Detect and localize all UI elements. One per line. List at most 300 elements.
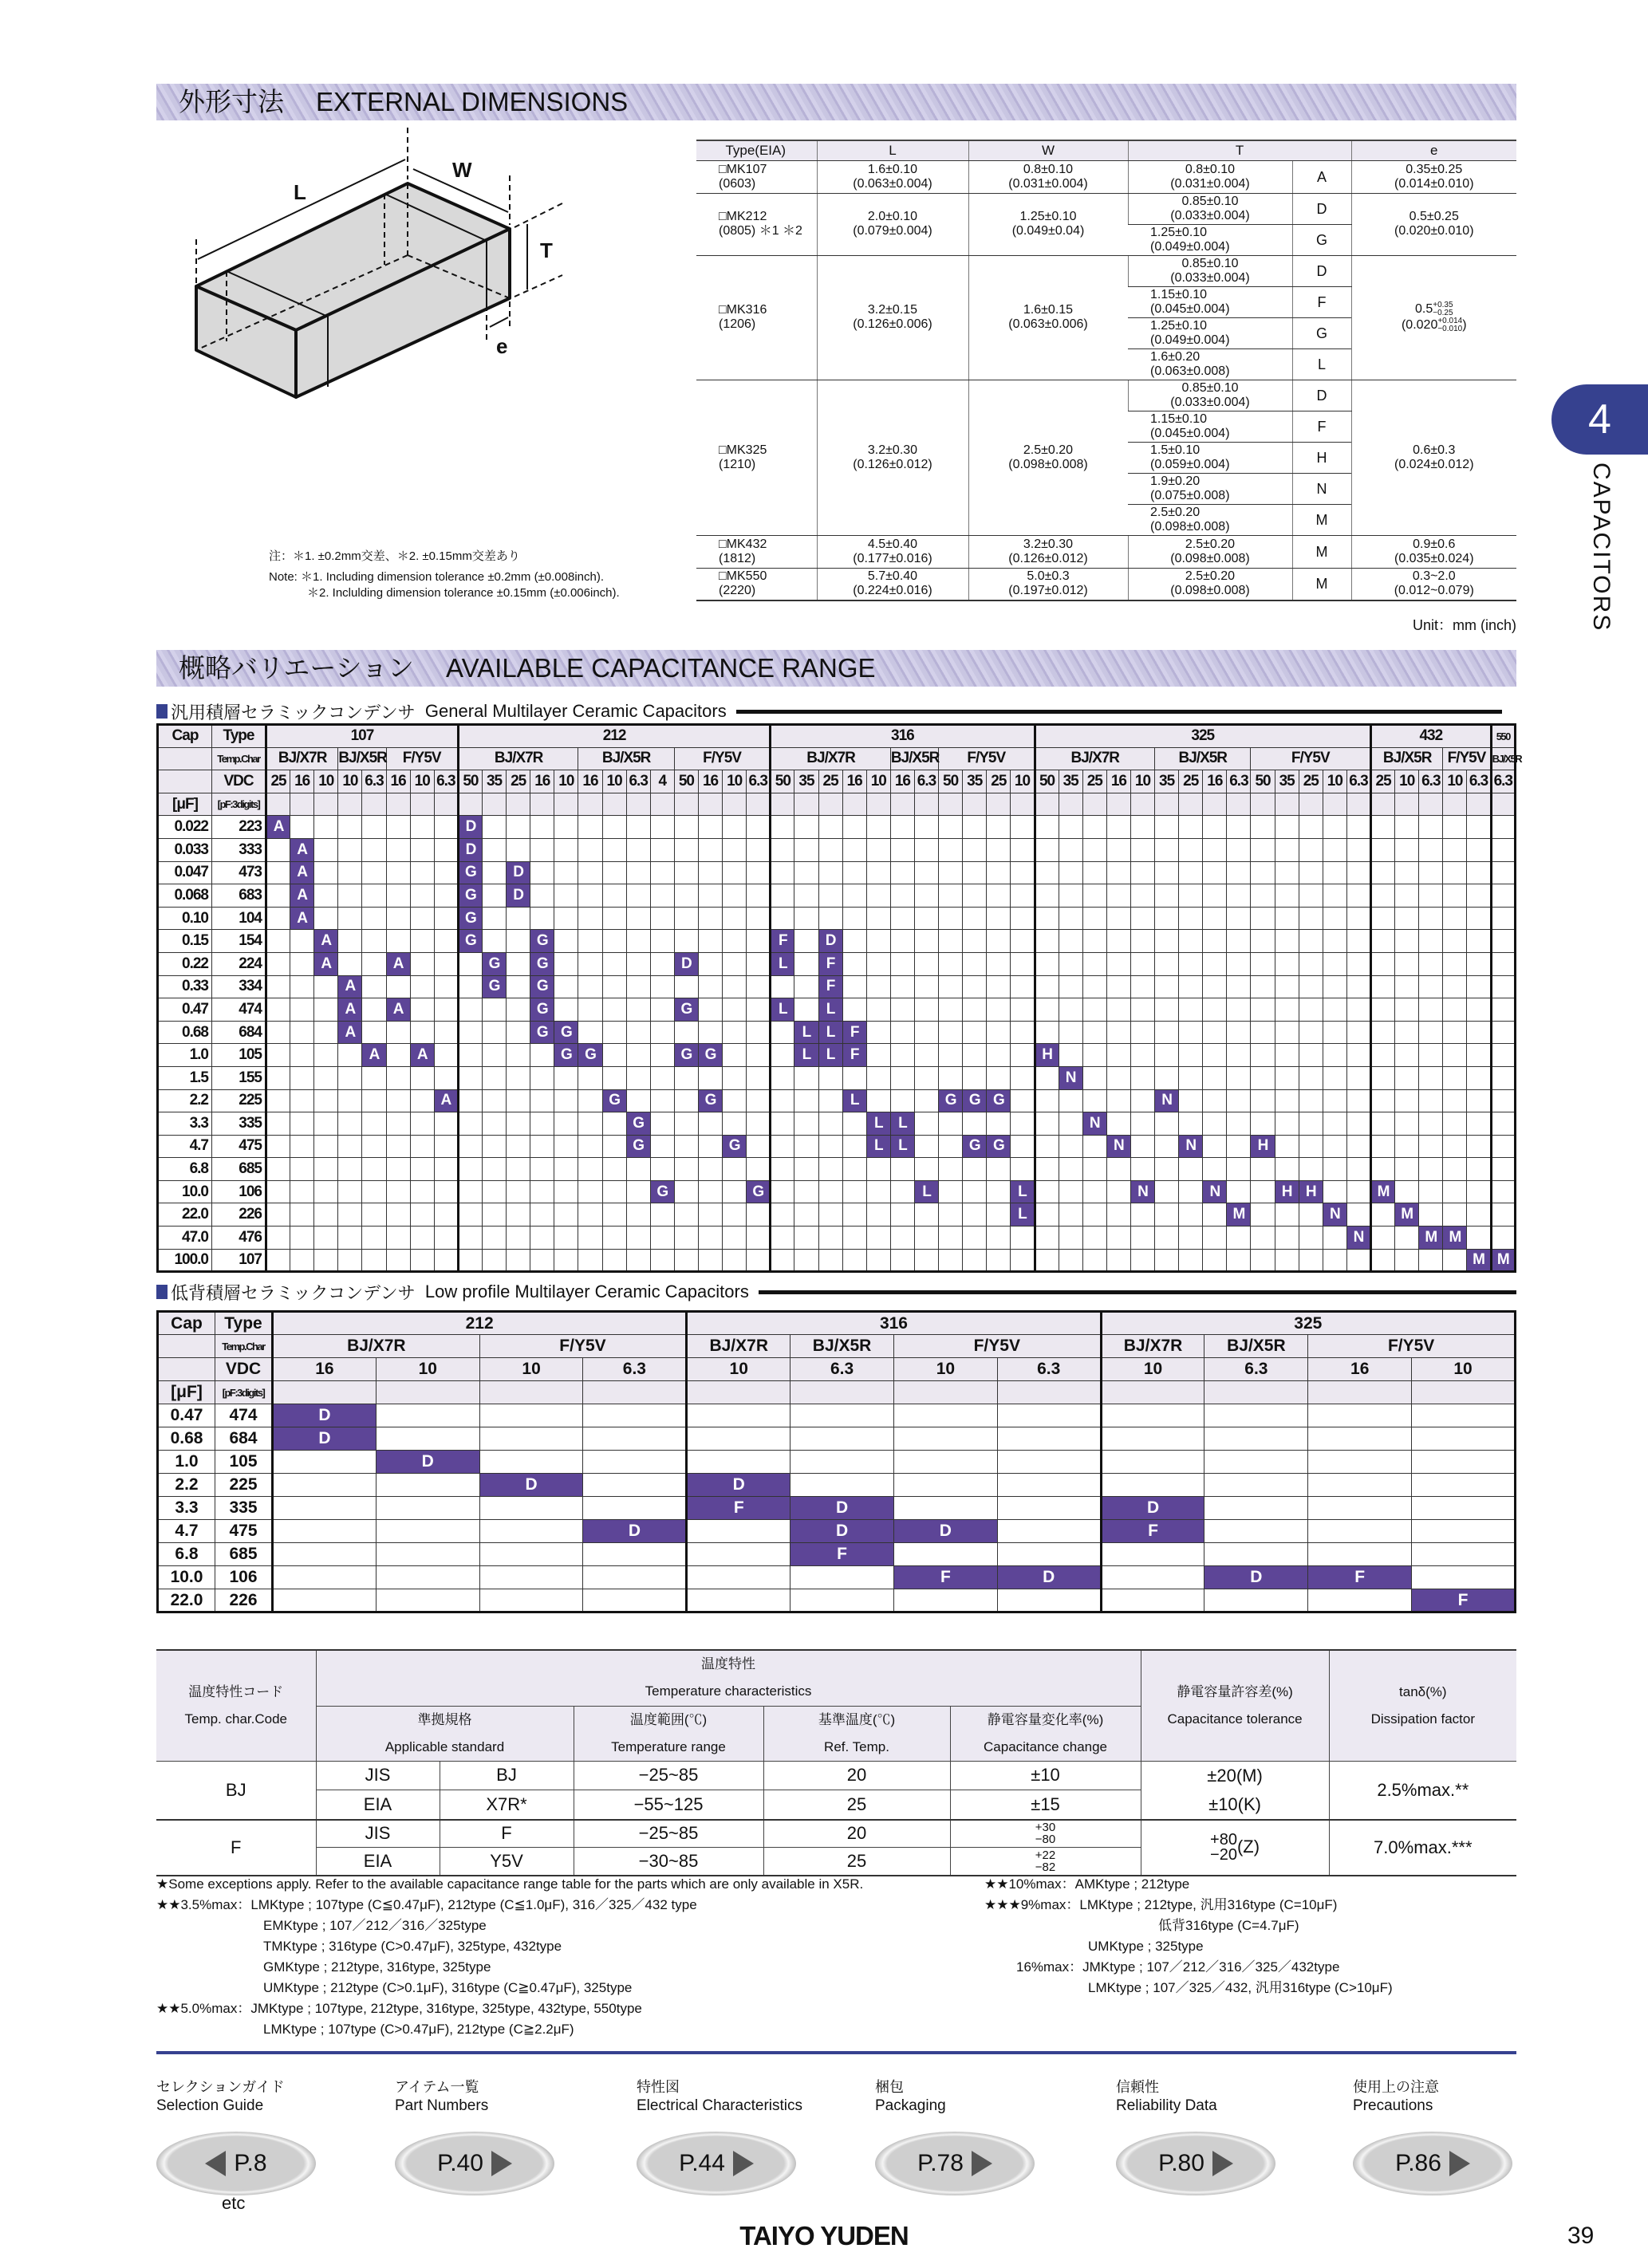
value-inch: (0.033±0.004) [1170,270,1250,285]
availability-mark: L [771,952,794,975]
temp-char-header: BJ/X7R [771,747,891,770]
empty-cell [1395,1066,1419,1089]
empty-cell [914,907,938,930]
header-blank [376,1381,479,1404]
empty-cell [1130,1158,1154,1181]
empty-cell [1179,907,1203,930]
empty-cell [1179,930,1203,953]
header-blank [997,1381,1101,1404]
empty-cell [963,1249,987,1272]
vdc-header: 10 [314,770,338,793]
empty-cell [578,930,602,953]
empty-cell [842,1112,866,1136]
table-row [158,1427,1516,1451]
empty-cell [434,1158,458,1181]
empty-cell [290,930,314,953]
e-base: 0.5 [1414,302,1433,317]
availability-mark: N [1323,1203,1346,1227]
header-blank [1467,793,1491,816]
empty-cell [314,838,338,861]
empty-cell [1346,930,1370,953]
value-inch: (0.177±0.016) [853,551,932,565]
empty-cell [479,1543,583,1566]
empty-cell [458,1158,482,1181]
empty-cell [698,1066,722,1089]
empty-cell [1443,816,1467,839]
empty-cell [687,1427,790,1451]
empty-cell [602,1066,626,1089]
type-name: □MK550 [719,569,767,584]
value-mm: 3.2±0.30 [867,443,918,457]
cap-uf: 3.3 [158,1112,212,1136]
empty-cell [554,1249,578,1272]
empty-cell [1179,952,1203,975]
header-blank [1203,793,1227,816]
empty-cell [1179,861,1203,884]
availability-mark: G [602,1089,626,1112]
empty-cell [818,907,842,930]
empty-cell [771,1249,794,1272]
cap-code: 107 [212,1249,266,1272]
empty-cell [1467,1135,1491,1158]
empty-cell [1323,930,1346,953]
empty-cell [290,1112,314,1136]
table-row [696,255,1516,286]
availability-mark: H [1251,1135,1275,1158]
empty-cell [1203,998,1227,1022]
table-row [158,998,1516,1022]
table-row [158,1451,1516,1474]
empty-cell [914,884,938,908]
empty-cell [1443,1089,1467,1112]
empty-cell [818,884,842,908]
empty-cell [1227,907,1251,930]
header-blank [158,1358,215,1381]
eia-code: (1206) [719,317,756,331]
ref-temp: 20 [763,1820,950,1848]
empty-cell [997,1404,1101,1427]
nav-page-button[interactable] [637,2132,796,2195]
empty-cell [914,1249,938,1272]
empty-cell [626,816,650,839]
availability-mark: L [1011,1203,1035,1227]
dim-e [1351,160,1516,193]
empty-cell [338,1089,362,1112]
empty-cell [890,1203,914,1227]
empty-cell [1035,1021,1059,1044]
empty-cell [842,907,866,930]
empty-cell [1106,1203,1130,1227]
empty-cell [723,930,747,953]
type-eia [719,224,815,238]
empty-cell [507,1044,530,1067]
header-ref-temp: 基準温度(℃) Ref. Temp. [763,1706,950,1761]
temp-char-header: F/Y5V [479,1335,687,1358]
empty-cell [626,952,650,975]
header-temp-char: Temp.Char [215,1335,273,1358]
nav-page-button[interactable] [395,2132,554,2195]
empty-cell [507,1158,530,1181]
vdc-header: 25 [818,770,842,793]
empty-cell [1082,816,1106,839]
empty-cell [1082,975,1106,998]
empty-cell [482,1203,506,1227]
chapter-tab[interactable] [1551,384,1648,455]
empty-cell [866,1249,890,1272]
empty-cell [997,1474,1101,1497]
empty-cell [626,1227,650,1250]
empty-cell [410,998,434,1022]
empty-cell [890,975,914,998]
empty-cell [674,838,698,861]
eia-code: (0603) [719,176,756,191]
cap-uf: 100.0 [158,1249,212,1272]
nav-item [1116,2077,1283,2195]
empty-cell [939,1066,963,1089]
empty-cell [434,1044,458,1067]
empty-cell [626,884,650,908]
empty-cell [1204,1543,1308,1566]
empty-cell [338,861,362,884]
empty-cell [1346,1135,1370,1158]
empty-cell [410,1021,434,1044]
empty-cell [1130,1044,1154,1067]
cap-uf: 0.033 [158,838,212,861]
empty-cell [1467,1089,1491,1112]
empty-cell [790,1589,894,1612]
vdc-header: 10 [1101,1358,1204,1381]
empty-cell [939,816,963,839]
empty-cell [963,1227,987,1250]
availability-mark: G [747,1180,771,1203]
empty-cell [290,1066,314,1089]
empty-cell [290,1180,314,1203]
availability-mark: M [1443,1227,1467,1250]
availability-mark: N [1346,1227,1370,1250]
empty-cell [1106,952,1130,975]
empty-cell [266,907,290,930]
empty-cell [362,1089,386,1112]
empty-cell [1443,907,1467,930]
vdc-header: 6.3 [1346,770,1370,793]
empty-cell [1082,952,1106,975]
availability-mark: G [458,861,482,884]
header-blank [1346,793,1370,816]
empty-cell [650,952,674,975]
label-e: e [496,334,508,358]
nav-label-jp: セレクションガイド [156,2079,285,2095]
empty-cell [1419,1158,1443,1181]
availability-mark: L [818,998,842,1022]
empty-cell [687,1566,790,1589]
table-row [696,193,1516,224]
empty-cell [1011,884,1035,908]
empty-cell [1323,1112,1346,1136]
nav-page-button[interactable] [156,2132,316,2195]
vdc-header: 6.3 [790,1358,894,1381]
empty-cell [939,952,963,975]
size-header: 212 [458,725,770,748]
availability-mark: G [674,998,698,1022]
temp-range: −55~125 [574,1790,763,1820]
empty-cell [554,838,578,861]
empty-cell [914,1066,938,1089]
header-blank [987,793,1011,816]
cap-code: 154 [212,930,266,953]
empty-cell [290,1135,314,1158]
empty-cell [1251,907,1275,930]
empty-cell [266,838,290,861]
empty-cell [794,1089,818,1112]
temp-range: −25~85 [574,1761,763,1790]
empty-cell [1203,1249,1227,1272]
value-inch: (0.045±0.004) [1150,301,1230,316]
empty-cell [273,1589,377,1612]
lowprofile-table-heading [156,1282,1516,1301]
empty-cell [1035,884,1059,908]
header-blank [1299,793,1323,816]
empty-cell [1101,1566,1204,1589]
empty-cell [1275,838,1299,861]
dim-l [817,568,968,600]
empty-cell [266,1158,290,1181]
cap-uf: 3.3 [158,1497,215,1520]
vdc-header: 10 [723,770,747,793]
availability-mark: N [1179,1135,1203,1158]
note-en-2: ＊2. Inclulding dimension tolerance ±0.15mm (±0.006inch). [307,586,620,600]
header-blank [771,793,794,816]
footnote: ★Some exceptions apply. Refer to the available capacitance range table for the parts which are only available in X5R. [156,1876,864,1892]
empty-cell [1412,1543,1516,1566]
header-dissipation: tanδ(%) Dissipation factor [1329,1650,1516,1761]
empty-cell [554,1112,578,1136]
page-number: 39 [1567,2223,1595,2249]
e-tol: +0.35 −0.25 [1433,301,1453,317]
empty-cell [747,1112,771,1136]
col-header-t: T [1128,140,1351,160]
value-mm: 0.8±0.10 [1023,162,1074,176]
empty-cell [1203,1021,1227,1044]
dim-w [968,380,1128,535]
df-f: 7.0%max.*** [1329,1820,1516,1876]
empty-cell [1130,1089,1154,1112]
empty-cell [893,1404,997,1427]
empty-cell [1491,1227,1515,1250]
empty-cell [1395,1180,1419,1203]
std-value: Y5V [440,1848,574,1876]
availability-mark: G [723,1135,747,1158]
empty-cell [1155,1044,1179,1067]
table-row [158,1158,1516,1181]
empty-cell [290,975,314,998]
empty-cell [386,861,410,884]
empty-cell [1179,1066,1203,1089]
value-mm: 1.15±0.10 [1150,287,1208,301]
empty-cell [771,1044,794,1067]
empty-cell [747,1249,771,1272]
footnote: LMKtype ; 107type (C>0.47μF), 212type (C≧2.2μF) [263,2022,574,2037]
empty-cell [866,1021,890,1044]
empty-cell [939,1180,963,1203]
std: JIS [316,1820,440,1848]
table-row [158,1543,1516,1566]
empty-cell [1130,1203,1154,1227]
vdc-header: 10 [376,1358,479,1381]
header-blank [1419,793,1443,816]
type-name: □MK325 [719,443,767,457]
empty-cell [698,1021,722,1044]
empty-cell [1059,1249,1082,1272]
empty-cell [1371,1089,1395,1112]
empty-cell [1467,816,1491,839]
empty-cell [1412,1566,1516,1589]
empty-cell [583,1589,687,1612]
empty-cell [578,884,602,908]
empty-cell [650,930,674,953]
empty-cell [1491,1089,1515,1112]
dim-t [1128,411,1292,442]
empty-cell [1275,1112,1299,1136]
empty-cell [1155,1021,1179,1044]
empty-cell [434,816,458,839]
empty-cell [794,1180,818,1203]
empty-cell [338,1203,362,1227]
type-eia [719,458,815,472]
cap-code: 476 [212,1227,266,1250]
empty-cell [1491,1066,1515,1089]
empty-cell [914,952,938,975]
empty-cell [818,1180,842,1203]
vdc-header: 50 [1251,770,1275,793]
empty-cell [1419,952,1443,975]
empty-cell [273,1497,377,1520]
empty-cell [794,861,818,884]
label-W: W [452,158,472,182]
brand-logo: TAIYO YUDEN [739,2221,909,2250]
empty-cell [1346,838,1370,861]
availability-mark: N [1203,1180,1227,1203]
empty-cell [997,1497,1101,1520]
empty-cell [434,998,458,1022]
empty-cell [554,884,578,908]
vdc-header: 6.3 [362,770,386,793]
value-mm: 1.6±0.10 [867,162,918,176]
heading-en: Low profile Multilayer Ceramic Capacitors [424,1282,749,1301]
empty-cell [866,861,890,884]
value-inch: (0.063±0.006) [1008,317,1088,331]
empty-cell [554,952,578,975]
empty-cell [1346,1044,1370,1067]
empty-cell [1155,1249,1179,1272]
nav-page-button[interactable] [1353,2132,1512,2195]
empty-cell [479,1520,583,1543]
cap-uf: 6.8 [158,1543,215,1566]
empty-cell [482,1135,506,1158]
temp-char-header: BJ/X5R [1204,1335,1308,1358]
empty-cell [674,816,698,839]
empty-cell [1106,907,1130,930]
empty-cell [890,907,914,930]
empty-cell [530,1227,554,1250]
dim-w [968,535,1128,568]
empty-cell [1299,1135,1323,1158]
empty-cell [674,884,698,908]
empty-cell [266,884,290,908]
dim-e [1351,193,1516,255]
empty-cell [1275,975,1299,998]
empty-cell [1251,816,1275,839]
empty-cell [410,861,434,884]
vdc-header: 10 [338,770,362,793]
empty-cell [866,884,890,908]
header-blank [1082,793,1106,816]
cap-code: 334 [212,975,266,998]
empty-cell [842,816,866,839]
empty-cell [674,1227,698,1250]
availability-mark: F [1412,1589,1516,1612]
empty-cell [362,907,386,930]
availability-mark: G [458,884,482,908]
thickness-code: H [1292,442,1351,473]
empty-cell [626,1044,650,1067]
empty-cell [893,1427,997,1451]
empty-cell [1155,1227,1179,1250]
empty-cell [818,1135,842,1158]
empty-cell [1227,1089,1251,1112]
empty-cell [723,1021,747,1044]
empty-cell [507,816,530,839]
nav-page-button[interactable] [1116,2132,1275,2195]
empty-cell [362,975,386,998]
thickness-code: M [1292,568,1351,600]
empty-cell [1299,884,1323,908]
col-header-e: e [1351,140,1516,160]
empty-cell [1467,930,1491,953]
empty-cell [1371,1044,1395,1067]
empty-cell [987,1227,1011,1250]
vdc-header: 25 [1179,770,1203,793]
vdc-header: 35 [482,770,506,793]
empty-cell [314,998,338,1022]
heading-jp: 汎用積層セラミックコンデンサ [171,702,416,723]
empty-cell [1130,930,1154,953]
empty-cell [530,1044,554,1067]
cap-uf: 2.2 [158,1474,215,1497]
empty-cell [842,1066,866,1089]
empty-cell [963,952,987,975]
size-header: 316 [771,725,1035,748]
empty-cell [1371,884,1395,908]
vdc-header: 10 [866,770,890,793]
empty-cell [1082,998,1106,1022]
empty-cell [939,1044,963,1067]
empty-cell [1467,1112,1491,1136]
value-inch: (0.033±0.004) [1170,208,1250,222]
type-cell [696,568,817,600]
availability-mark: N [1130,1180,1154,1203]
empty-cell [963,1044,987,1067]
value-inch: (0.014±0.010) [1394,176,1474,191]
dimension-notes [269,549,620,601]
nav-page-button[interactable] [875,2132,1035,2195]
empty-cell [1346,1089,1370,1112]
empty-cell [914,1227,938,1250]
empty-cell [890,930,914,953]
empty-cell [890,1066,914,1089]
empty-cell [1227,1249,1251,1272]
empty-cell [866,1158,890,1181]
table-row [156,1820,1516,1848]
